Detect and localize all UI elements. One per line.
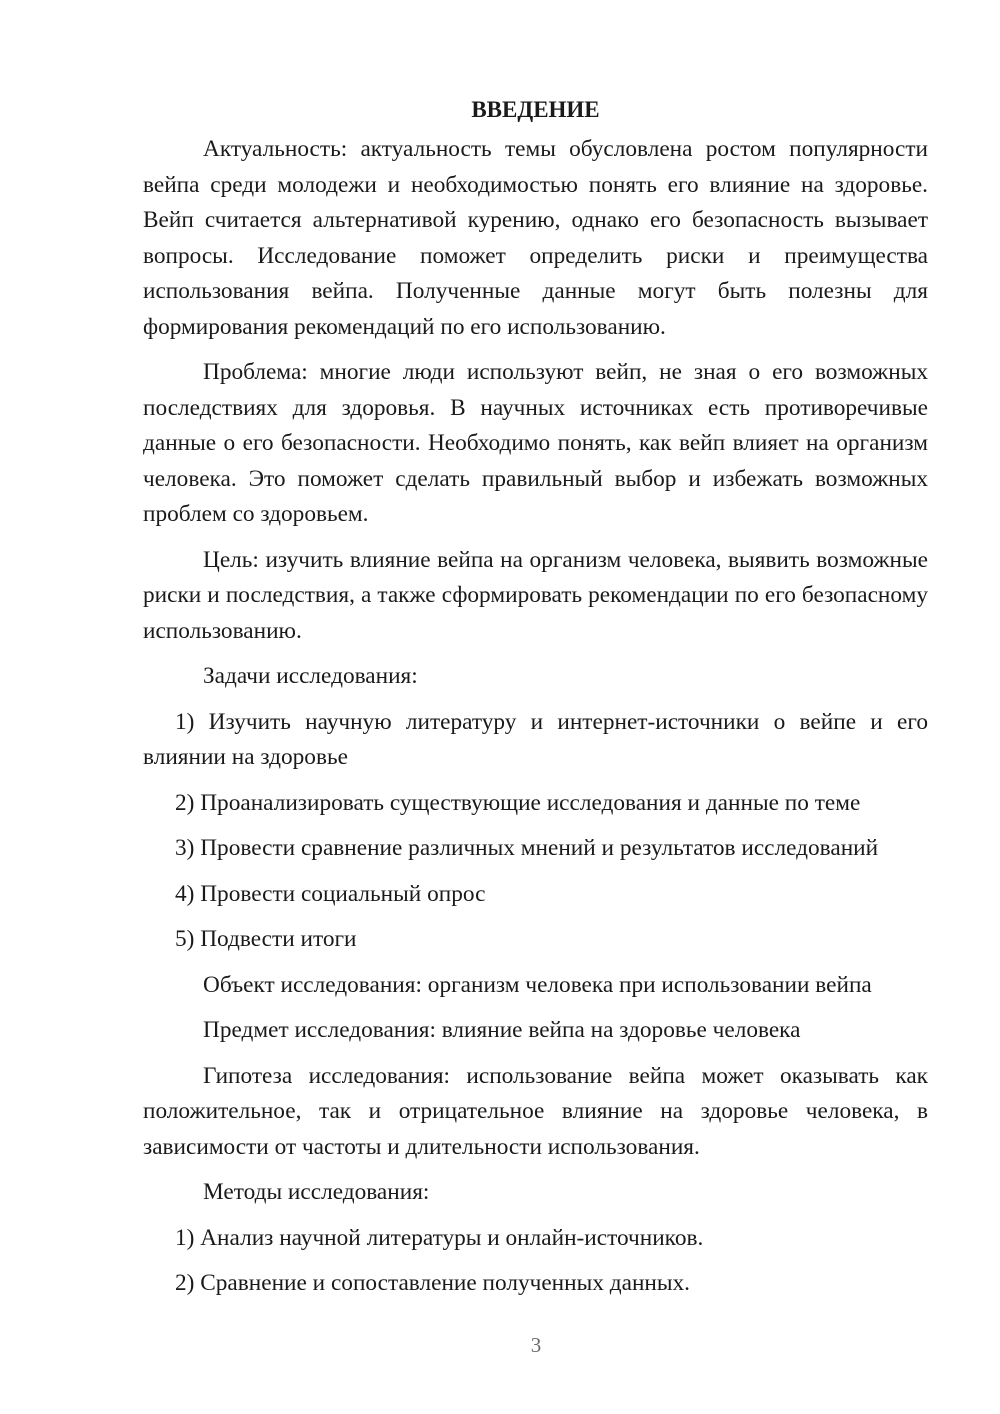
task-item: 3) Провести сравнение различных мнений и результатов исследований <box>175 835 879 861</box>
document-page <box>143 92 928 1302</box>
page-title: ВВЕДЕНИЕ <box>471 97 600 122</box>
task-item: 5) Подвести итоги <box>175 926 357 952</box>
task-item: 4) Провести социальный опрос <box>175 880 486 907</box>
task-item: 2) Проанализировать существующие исследования и данные по теме <box>175 789 861 816</box>
relevance-paragraph: Актуальность: актуальность темы обусловлена ростом популярности вейпа среди молодежи и необходимостью понять его влияние на здоровье. Вейп считается альтернативой курению, однако его безопасность вызывает вопросы. Исследование поможет определить риски и преимущества использования вейпа. Полученные данные могут быть полезны для формирования рекомендаций по его использованию. <box>143 136 928 340</box>
problem-paragraph: Проблема: многие люди используют вейп, не зная о его возможных последствиях для здоровья. В научных источниках есть противоречивые данные о его безопасности. Необходимо понять, как вейп влияет на организм человека. Это поможет сделать правильный выбор и избежать возможных проблем со здоровьем. <box>143 359 928 527</box>
object-line: Объект исследования: организм человека при использовании вейпа <box>203 971 872 998</box>
task-item: 1) Изучить научную литературу и интернет-источники о вейпе и его влиянии на здоровье <box>143 708 928 770</box>
hypothesis-paragraph: Гипотеза исследования: использование вейпа может оказывать как положительное, так и отрицательное влияние на здоровье человека, в зависимости от частоты и длительности использования. <box>143 1062 928 1160</box>
method-item: 2) Сравнение и сопоставление полученных данных. <box>175 1270 690 1296</box>
method-item: 1) Анализ научной литературы и онлайн-источников. <box>175 1224 704 1251</box>
methods-heading: Методы исследования: <box>203 1179 430 1205</box>
tasks-heading: Задачи исследования: <box>203 663 418 689</box>
page-number: 3 <box>530 1333 542 1357</box>
subject-line: Предмет исследования: влияние вейпа на здоровье человека <box>203 1017 801 1043</box>
goal-paragraph: Цель: изучить влияние вейпа на организм человека, выявить возможные риски и последствия, а также сформировать рекомендации по его безопасному использованию. <box>143 546 928 644</box>
